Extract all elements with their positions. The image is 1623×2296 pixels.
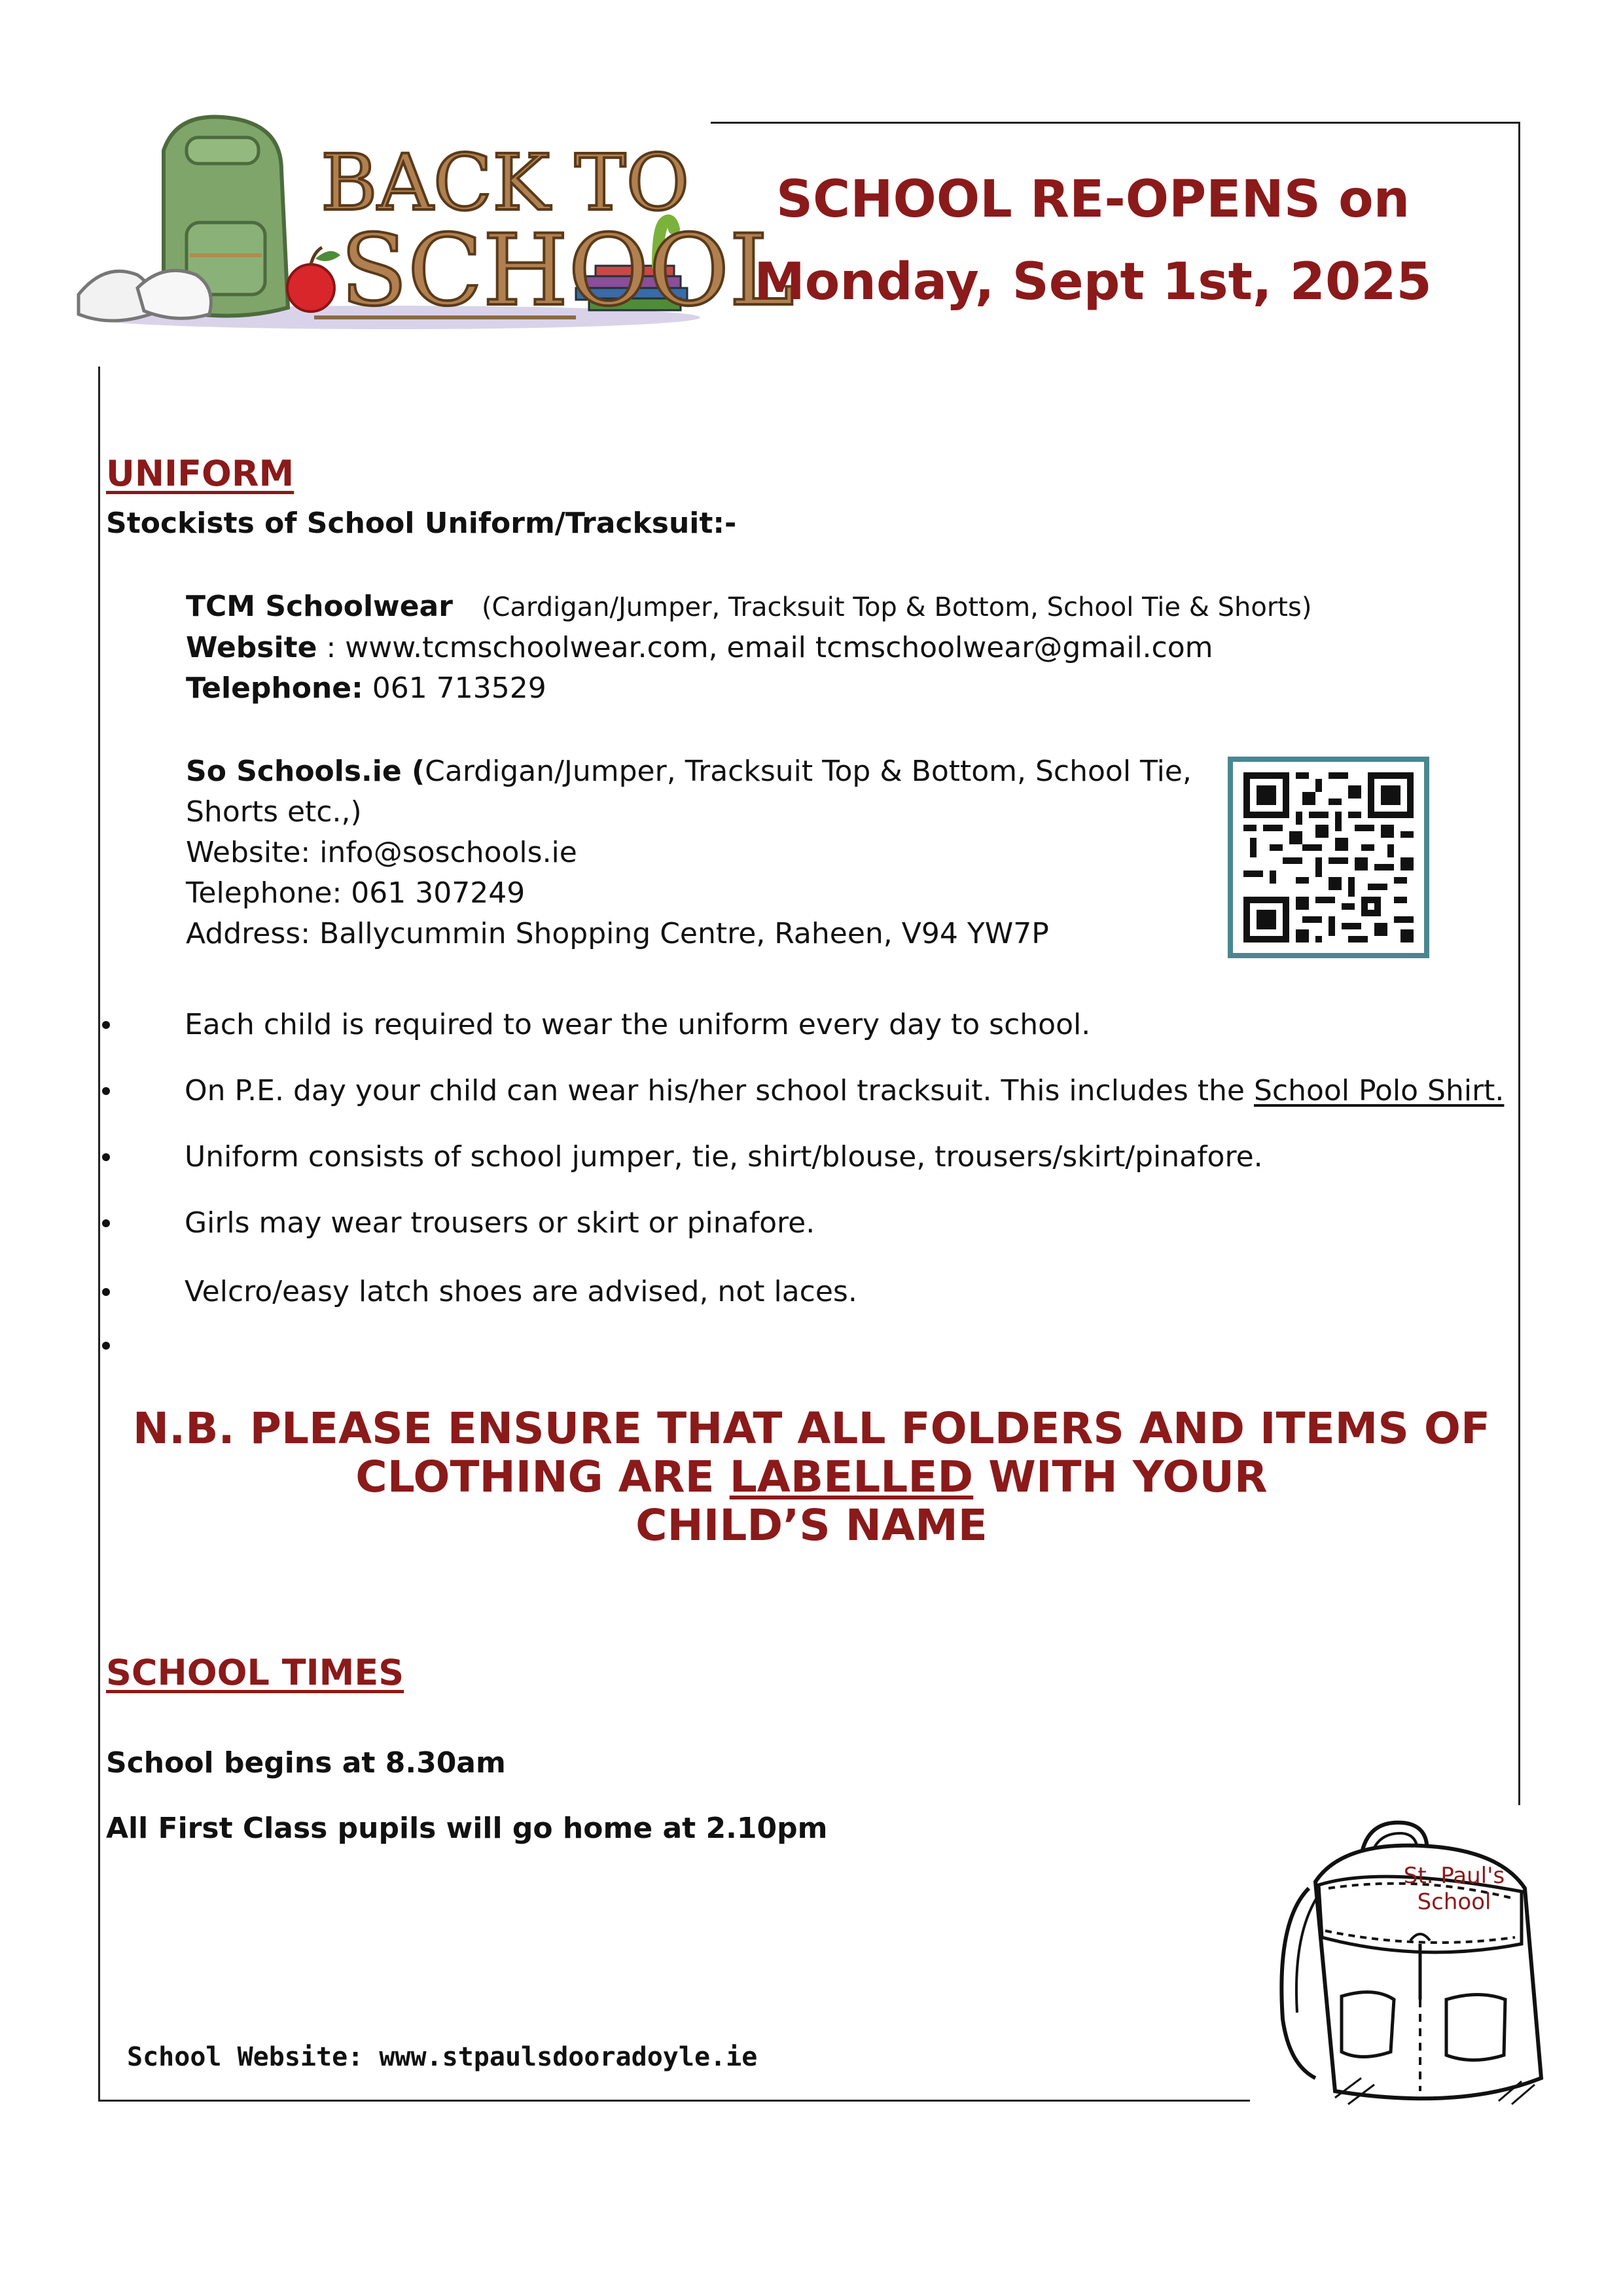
- notice-line2: [105, 1453, 1518, 1501]
- uniform-title: UNIFORM: [106, 453, 294, 494]
- tcm-block: [186, 586, 1311, 709]
- school-bag: [1263, 1803, 1577, 2124]
- school-begins: School begins at 8.30am: [106, 1746, 506, 1780]
- home-time: All First Class pupils will go home at 2.10pm: [106, 1812, 828, 1845]
- tcm-website-line: [186, 628, 1311, 668]
- bullet-icon: [102, 1342, 110, 1350]
- bullet-text: Velcro/easy latch shoes are advised, not laces.: [185, 1275, 857, 1308]
- back-to-school-banner: [65, 98, 794, 373]
- frame-top: [711, 122, 1520, 124]
- bullet-icon: [102, 1288, 110, 1296]
- notice-line2-pre: CLOTHING ARE: [355, 1452, 730, 1502]
- soschools-line1: [186, 751, 1192, 792]
- qr-code-icon: [1243, 772, 1414, 942]
- title-line1: SCHOOL RE-OPENS on: [776, 170, 1410, 229]
- bag-label-line1: St. Paul's: [1403, 1863, 1505, 1889]
- tcm-telephone-label: Telephone:: [186, 672, 363, 705]
- bullet-text: On P.E. day your child can wear his/her school tracksuit. This includes the: [185, 1074, 1254, 1107]
- soschools-telephone: Telephone: 061 307249: [186, 876, 526, 910]
- tcm-telephone-value: 061 713529: [372, 672, 546, 705]
- soschools-name: So Schools.ie (: [186, 755, 425, 788]
- banner-line1: BACK TO: [321, 137, 690, 228]
- bullet-text: Uniform consists of school jumper, tie, shirt/blouse, trousers/skirt/pinafore.: [185, 1140, 1263, 1174]
- page-title: [740, 167, 1446, 315]
- labelling-notice: [105, 1405, 1518, 1550]
- school-times-title: SCHOOL TIMES: [106, 1652, 404, 1693]
- tcm-line1: [186, 586, 1311, 628]
- bullet-icon: [102, 1021, 110, 1029]
- tcm-name: TCM Schoolwear: [186, 590, 453, 623]
- tcm-items: (Cardigan/Jumper, Tracksuit Top & Bottom, School Tie & Shorts): [481, 592, 1312, 622]
- bullet-text: Each child is required to wear the uniform every day to school.: [185, 1008, 1091, 1041]
- tcm-website-value[interactable]: : www.tcmschoolwear.com, email tcmschoolwear@gmail.com: [326, 631, 1213, 664]
- bullet-icon: [102, 1153, 110, 1161]
- school-bag-icon: [1263, 1803, 1577, 2124]
- notice-line3: CHILD’S NAME: [635, 1500, 988, 1551]
- notice-labelled: LABELLED: [729, 1452, 974, 1502]
- tcm-telephone-line: [186, 668, 1311, 709]
- back-to-school-icon: [65, 98, 794, 373]
- notice-line2-post: WITH YOUR: [973, 1452, 1268, 1502]
- soschools-block: [186, 751, 1192, 954]
- notice-line1: N.B. PLEASE ENSURE THAT ALL FOLDERS AND ITEMS OF: [132, 1403, 1491, 1454]
- frame-left: [98, 367, 100, 2101]
- bullet-icon: [102, 1087, 110, 1095]
- soschools-address: Address: Ballycummin Shopping Centre, Raheen, V94 YW7P: [186, 917, 1049, 950]
- soschools-items-2: Shorts etc.,): [186, 795, 362, 829]
- bullet-icon: [102, 1219, 110, 1227]
- qr-code[interactable]: [1228, 757, 1429, 958]
- soschools-items-1: Cardigan/Jumper, Tracksuit Top & Bottom, School Tie,: [425, 755, 1192, 788]
- title-line2: Monday, Sept 1st, 2025: [754, 253, 1432, 312]
- frame-bottom: [98, 2100, 1250, 2102]
- banner-line2: SCHOOL: [340, 214, 794, 328]
- polo-shirt-text: School Polo Shirt.: [1253, 1074, 1505, 1107]
- soschools-website[interactable]: Website: info@soschools.ie: [186, 836, 577, 869]
- frame-right: [1518, 122, 1520, 1805]
- tcm-website-label: Website: [186, 631, 317, 664]
- stockists-label: Stockists of School Uniform/Tracksuit:-: [106, 507, 737, 540]
- school-website[interactable]: School Website: www.stpaulsdooradoyle.ie: [127, 2042, 758, 2072]
- bullet-text: Girls may wear trousers or skirt or pinafore.: [185, 1206, 815, 1240]
- bag-label-line2: School: [1417, 1889, 1491, 1915]
